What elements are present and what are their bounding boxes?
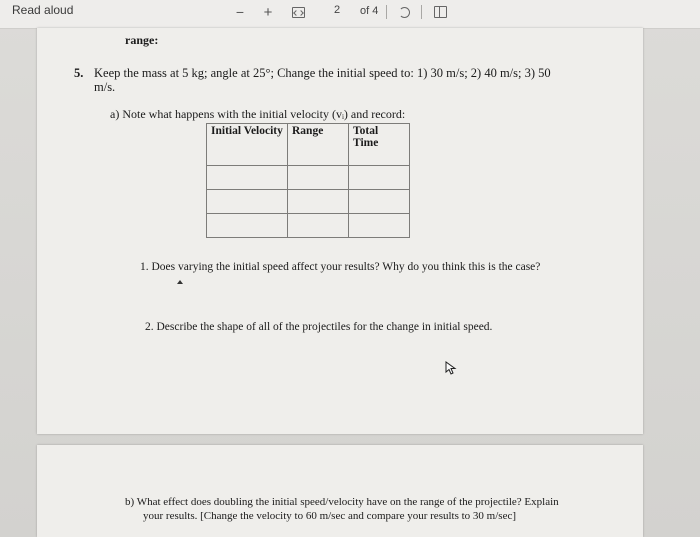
part-a-instruction: a) Note what happens with the initial velocity (vᵢ) and record: — [110, 107, 406, 121]
toolbar-divider — [421, 5, 422, 19]
toolbar-divider — [386, 5, 387, 19]
header-total-time-line1: Total — [353, 125, 379, 137]
table-cell[interactable] — [207, 166, 288, 190]
question-5-text: Keep the mass at 5 kg; angle at 25°; Change the initial speed to: 1) 30 m/s; 2) 40 m/s; 3) 50 — [94, 66, 551, 80]
table-cell[interactable] — [349, 166, 410, 190]
table-header-row — [207, 124, 410, 166]
document-page — [37, 445, 643, 537]
velocity-data-table — [206, 123, 410, 238]
table-cell[interactable] — [349, 214, 410, 238]
zoom-out-button[interactable]: − — [235, 4, 245, 20]
document-page — [37, 28, 643, 434]
table-cell[interactable] — [288, 190, 349, 214]
table-row — [207, 166, 410, 190]
page-view-icon — [434, 6, 447, 18]
range-label: range: — [125, 33, 159, 47]
table-cell[interactable] — [288, 166, 349, 190]
header-range: Range — [288, 124, 349, 166]
fit-page-button[interactable] — [290, 3, 306, 21]
mouse-cursor-icon — [445, 361, 457, 375]
header-initial-velocity: Initial Velocity — [207, 124, 288, 166]
header-total-time — [349, 124, 410, 166]
table-cell[interactable] — [349, 190, 410, 214]
page-view-button[interactable] — [432, 3, 448, 21]
fit-page-icon — [292, 7, 305, 18]
question-2-text: 2. Describe the shape of all of the projectiles for the change in initial speed. — [145, 321, 493, 333]
part-b-question: b) What effect does doubling the initial speed/velocity have on the range of the projectile? Explain — [125, 496, 559, 508]
question-5-text-continued: m/s. — [94, 80, 116, 94]
question-5-number: 5. — [74, 66, 84, 80]
zoom-in-button[interactable]: + — [263, 3, 273, 21]
rotate-button[interactable] — [396, 3, 412, 21]
header-total-time-line2: Time — [353, 137, 379, 149]
pdf-toolbar — [0, 0, 700, 29]
read-aloud-button[interactable]: Read aloud — [12, 3, 74, 17]
page-number-input[interactable]: 2 — [333, 4, 341, 16]
rotate-icon — [399, 7, 410, 18]
table-cell[interactable] — [207, 190, 288, 214]
table-row — [207, 190, 410, 214]
ink-mark — [177, 280, 183, 284]
table-cell[interactable] — [207, 214, 288, 238]
table-row — [207, 214, 410, 238]
question-1-text: 1. Does varying the initial speed affect your results? Why do you think this is the case? — [140, 261, 541, 273]
part-b-question-continued: your results. [Change the velocity to 60 m/sec and compare your results to 30 m/sec] — [143, 510, 516, 522]
table-cell[interactable] — [288, 214, 349, 238]
page-count: of 4 — [360, 5, 379, 17]
